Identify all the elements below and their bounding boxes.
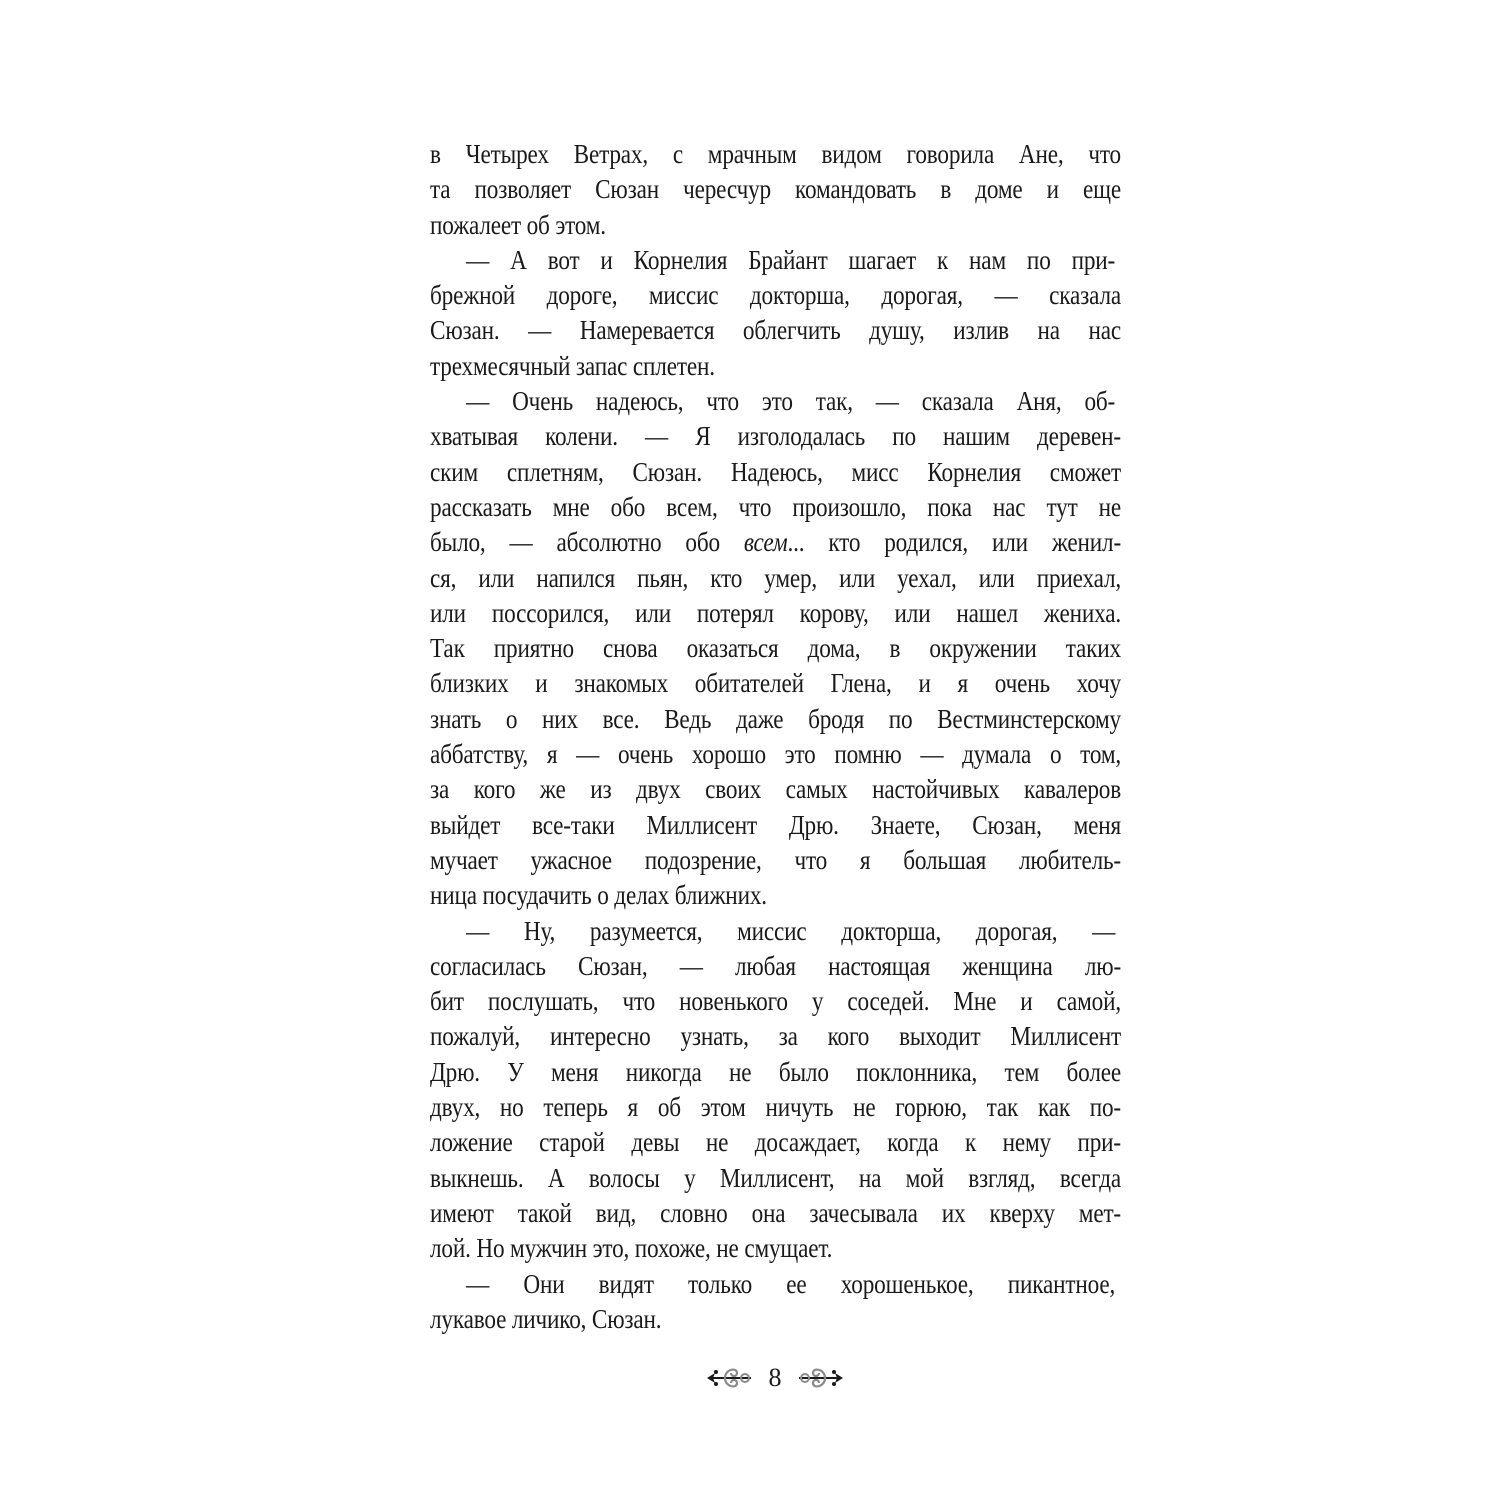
text-line: мучает ужасное подозрение, что я большая любитель-	[430, 844, 1121, 875]
italic-emphasis: всем	[743, 527, 788, 558]
text-line: брежной дороге, миссис докторша, дорогая, — сказала	[430, 280, 1121, 311]
text-line: бит послушать, что новенького у соседей. Мне и самой,	[430, 986, 1121, 1017]
flourish-ornament-right-icon	[795, 1361, 845, 1395]
text-segment: ... кто родился, или женил-	[787, 527, 1122, 558]
body-text	[430, 137, 1121, 1337]
page-number: 8	[768, 1363, 782, 1392]
text-line: пожалуй, интересно узнать, за кого выходит Миллисент	[430, 1021, 1121, 1052]
text-line: лой. Но мужчин это, похоже, не смущает.	[430, 1233, 833, 1264]
text-line: ложение старой девы не досаждает, когда к нему при-	[430, 1127, 1121, 1158]
text-line: рассказать мне обо всем, что произошло, пока нас тут не	[430, 491, 1121, 522]
text-line: пожалеет об этом.	[430, 209, 606, 240]
text-line: ся, или напился пьян, кто умер, или уехал, или приехал,	[430, 562, 1121, 593]
text-line	[430, 525, 1121, 560]
text-line: Так приятно снова оказаться дома, в окружении таких	[430, 633, 1121, 664]
text-line: хватывая колени. — Я изголодалась по нашим деревен-	[430, 421, 1122, 452]
page-folio	[705, 1358, 845, 1398]
text-segment: было, — абсолютно обо	[430, 527, 744, 558]
text-line: Сюзан. — Намеревается облегчить душу, излив на нас	[430, 315, 1122, 346]
text-line: за кого же из двух своих самых настойчивых кавалеров	[430, 774, 1121, 805]
text-line: в Четырех Ветрах, с мрачным видом говорила Ане, что	[430, 139, 1121, 169]
text-line: Дрю. У меня никогда не было поклонника, тем более	[430, 1056, 1121, 1087]
text-line: аббатству, я — очень хорошо это помню — думала о том,	[430, 739, 1121, 770]
text-line: та позволяет Сюзан чересчур командовать в доме и еще	[430, 174, 1122, 205]
text-line: — Ну, разумеется, миссис докторша, дорогая, —	[466, 915, 1116, 946]
text-line: ница посудачить о делах ближних.	[430, 880, 767, 911]
text-line: выйдет все-таки Миллисент Дрю. Знаете, Сюзан, меня	[430, 809, 1121, 840]
text-line: — Очень надеюсь, что это так, — сказала Аня, об-	[466, 386, 1116, 417]
text-line: знать о них все. Ведь даже бродя по Вестминстерскому	[430, 703, 1121, 734]
text-line: трехмесячный запас сплетен.	[430, 350, 715, 381]
text-line: двух, но теперь я об этом ничуть не горюю, так как по-	[430, 1092, 1121, 1123]
text-line: лукавое личико, Сюзан.	[430, 1303, 662, 1334]
text-line: имеют такой вид, словно она зачесывала их кверху мет-	[430, 1197, 1121, 1228]
text-line: выкнешь. А волосы у Миллисент, на мой взгляд, всегда	[430, 1162, 1122, 1193]
text-line: — А вот и Корнелия Брайант шагает к нам по при-	[466, 244, 1116, 275]
text-line: или поссорился, или потерял корову, или нашел жениха.	[430, 597, 1122, 628]
text-line: согласилась Сюзан, — любая настоящая женщина лю-	[430, 950, 1122, 981]
flourish-ornament-left-icon	[705, 1361, 755, 1395]
text-line: — Они видят только ее хорошенькое, пикантное,	[466, 1268, 1116, 1299]
text-line: близких и знакомых обитателей Глена, и я очень хочу	[430, 668, 1121, 699]
text-line: ским сплетням, Сюзан. Надеюсь, мисс Корнелия сможет	[430, 456, 1122, 487]
